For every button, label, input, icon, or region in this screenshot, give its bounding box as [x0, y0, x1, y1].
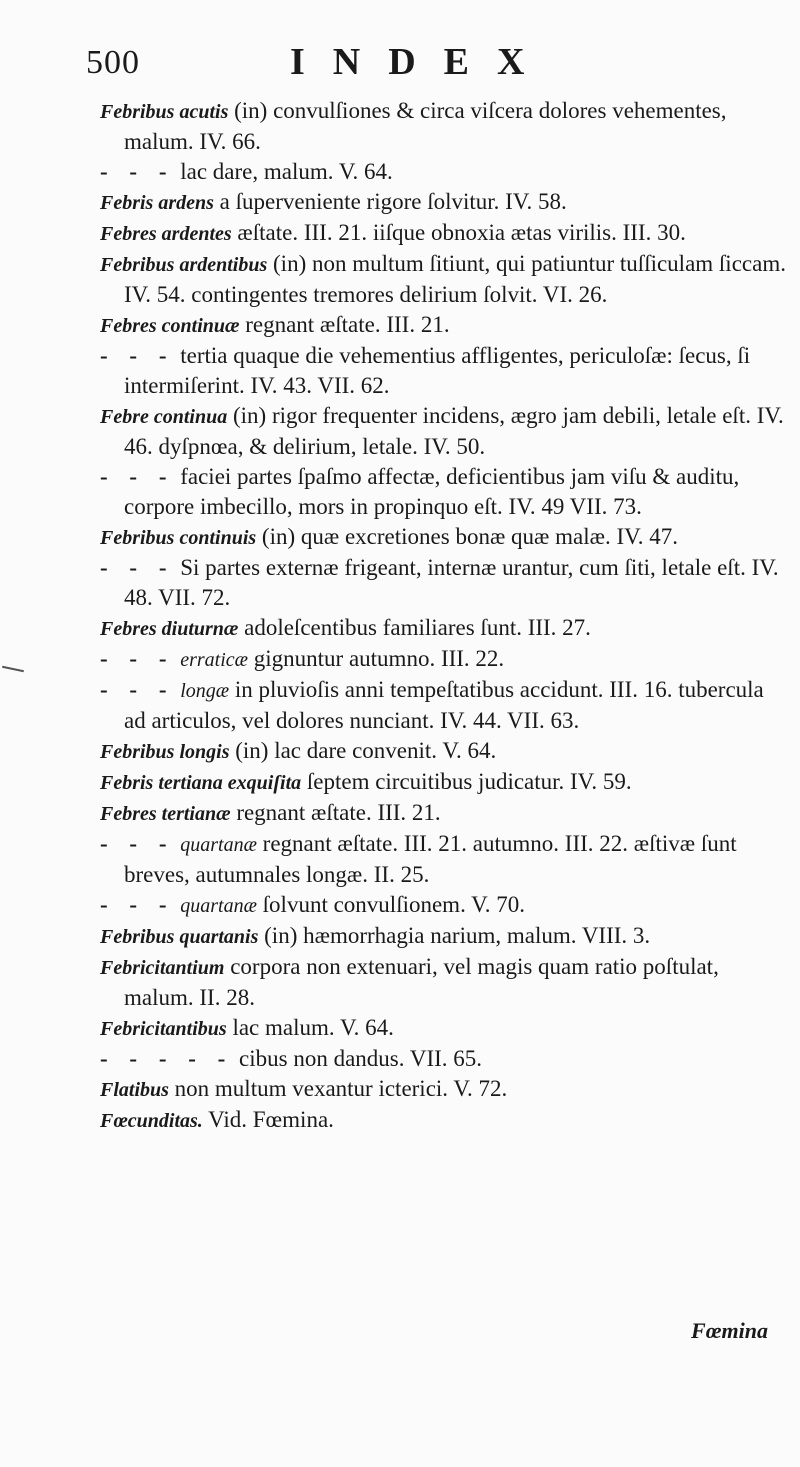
index-entry — [100, 218, 790, 249]
entry-headword: Febres ardentes — [100, 223, 232, 245]
entry-headword: Febricitantium — [100, 957, 225, 979]
index-entry — [100, 736, 790, 767]
index-entry — [100, 829, 790, 890]
index-entry — [100, 798, 790, 829]
index-entry — [100, 613, 790, 644]
index-entry — [100, 522, 790, 553]
entry-headword: Flatibus — [100, 1079, 169, 1101]
margin-mark — [2, 666, 24, 673]
entry-subheadword: quartanæ — [180, 895, 257, 917]
entry-ditto-dashes: - - - — [100, 677, 175, 702]
entry-ditto-dashes: - - - — [100, 343, 175, 368]
index-entry — [100, 249, 790, 310]
entry-text: (in) hæmorrhagia narium, malum. VIII. 3. — [258, 923, 651, 948]
entry-ditto-dashes: - - - - - — [100, 1046, 234, 1071]
entry-ditto-dashes: - - - — [100, 464, 175, 489]
entry-ditto-dashes: - - - — [100, 892, 175, 917]
index-entry — [100, 890, 790, 921]
entry-text: a ſuperveniente rigore ſolvitur. IV. 58. — [213, 189, 567, 214]
index-entry — [100, 1013, 790, 1044]
index-entry — [100, 553, 790, 613]
entry-text: gignuntur autumno. III. 22. — [248, 646, 505, 671]
index-entry — [100, 952, 790, 1013]
page-title: INDEX — [290, 41, 553, 83]
entry-text: (in) non multum ſitiunt, qui patiuntur tuſſiculam ſiccam. IV. 54. contingentes tremores delirium ſolvit. VI. 26. — [124, 251, 786, 307]
index-entry — [100, 1105, 790, 1136]
entry-text: lac malum. V. 64. — [226, 1015, 394, 1040]
page-header — [80, 40, 780, 90]
index-entry — [100, 310, 790, 341]
entry-headword: Febribus acutis — [100, 101, 229, 123]
entry-ditto-dashes: - - - — [100, 555, 175, 580]
catchword: Fœmina — [690, 1318, 768, 1343]
entry-text: Vid. Fœmina. — [202, 1107, 334, 1132]
entry-headword: Febris ardens — [100, 192, 214, 214]
entry-text: (in) lac dare convenit. V. 64. — [229, 738, 497, 763]
entry-text: corpora non extenuari, vel magis quam ratio poſtulat, malum. II. 28. — [124, 954, 719, 1010]
entry-text: Si partes externæ frigeant, internæ urantur, cum ſiti, letale eſt. IV. 48. VII. 72. — [124, 555, 779, 610]
index-entry — [100, 767, 790, 798]
index-entry — [100, 921, 790, 952]
index-entry — [100, 401, 790, 462]
index-entry — [100, 341, 790, 401]
entry-text: (in) rigor frequenter incidens, ægro jam debili, letale eſt. IV. 46. dyſpnœa, & delirium, letale. IV. 50. — [124, 403, 784, 459]
entry-headword: Febribus continuis — [100, 527, 257, 549]
entry-text: non multum vexantur icterici. V. 72. — [168, 1076, 508, 1101]
entry-text: (in) convulſiones & circa viſcera dolores vehementes, malum. IV. 66. — [124, 98, 727, 154]
entry-headword: Febribus longis — [100, 741, 230, 763]
entry-text: æſtate. III. 21. iiſque obnoxia ætas virilis. III. 30. — [231, 220, 686, 245]
index-entry — [100, 462, 790, 522]
entry-text: regnant æſtate. III. 21. — [239, 312, 450, 337]
entry-text: adoleſcentibus familiares ſunt. III. 27. — [238, 615, 591, 640]
entry-text: regnant æſtate. III. 21. — [230, 800, 441, 825]
entry-headword: Febres continuæ — [100, 315, 240, 337]
entry-text: ſolvunt convulſionem. V. 70. — [256, 892, 526, 917]
index-entry — [100, 675, 790, 736]
index-entry — [100, 644, 790, 675]
index-entry — [100, 157, 790, 187]
entry-subheadword: longæ — [180, 680, 230, 702]
entry-text: ſeptem circuitibus judicatur. IV. 59. — [301, 769, 632, 794]
entry-headword: Fœcunditas. — [100, 1110, 203, 1132]
entry-ditto-dashes: - - - — [100, 646, 175, 671]
entry-headword: Febribus ardentibus — [100, 254, 268, 276]
entry-subheadword: erraticæ — [180, 649, 249, 671]
entry-headword: Febres diuturnæ — [100, 618, 239, 640]
index-entry — [100, 1044, 790, 1074]
entry-text: in pluvioſis anni tempeſtatibus accidunt. III. 16. tubercula ad articulos, vel dolores nunciant. IV. 44. VII. 63. — [124, 677, 764, 733]
entry-headword: Febres tertianæ — [100, 803, 231, 825]
entry-text: regnant æſtate. III. 21. autumno. III. 22. æſtivæ ſunt breves, autumnales longæ. II. 25. — [124, 831, 737, 887]
entry-ditto-dashes: - - - — [100, 159, 175, 184]
entry-text: cibus non dandus. VII. 65. — [233, 1046, 483, 1071]
entry-headword: Febris tertiana exquiſita — [100, 772, 302, 794]
entry-headword: Febre continua — [100, 406, 228, 428]
index-entry — [100, 187, 790, 218]
page-number: 500 — [86, 44, 140, 81]
index-entries — [100, 96, 790, 1136]
entry-headword: Febribus quartanis — [100, 926, 259, 948]
entry-subheadword: quartanæ — [180, 834, 257, 856]
index-entry — [100, 96, 790, 157]
entry-headword: Febricitantibus — [100, 1018, 227, 1040]
entry-text: (in) quæ excretiones bonæ quæ malæ. IV. 47. — [256, 524, 679, 549]
entry-text: faciei partes ſpaſmo affectæ, deficientibus jam viſu & auditu, corpore imbecillo, mors in propinquo eſt. IV. 49 VII. 73. — [124, 464, 740, 519]
entry-text: tertia quaque die vehementius affligentes, periculoſæ: ſecus, ſi intermiſerint. IV. 43. VII. 62. — [124, 343, 751, 398]
index-entry — [100, 1074, 790, 1105]
entry-text: lac dare, malum. V. 64. — [174, 159, 393, 184]
entry-ditto-dashes: - - - — [100, 831, 175, 856]
